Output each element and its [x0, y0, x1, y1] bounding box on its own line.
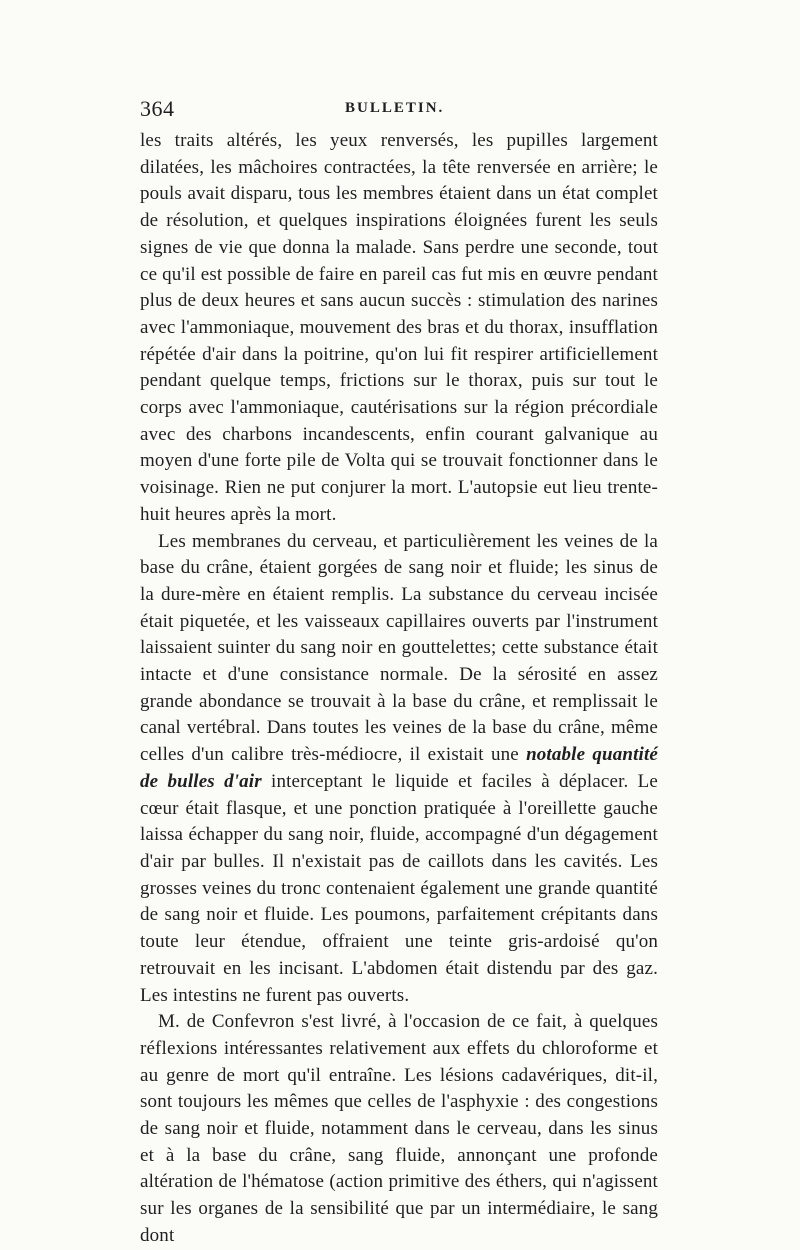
paragraph-2: [140, 529, 658, 1010]
page-header: [140, 96, 660, 126]
page-number: 364: [140, 96, 175, 121]
body-text: [140, 128, 658, 1250]
paragraph-2-part-1: Les membranes du cerveau, et particulièrement les veines de la base du crâne, étaient gorgées de sang noir et fluide; les sinus de la dure-mère en étaient remplis. La substance du cerveau incisée était piquetée, et les vaisseaux capillaires ouverts par l'instrument laissaient suinter du sang noir en gouttelettes; cette substance était intacte et d'une consistance normale. De la sérosité en assez grande abondance se trouvait à la base du crâne, et remplissait le canal vertébral. Dans toutes les veines de la base du crâne, même celles d'un calibre très-médiocre, il existait une: [140, 530, 658, 766]
paragraph-1: les traits altérés, les yeux renversés, les pupilles largement dilatées, les mâchoires contractées, la tête renversée en arrière; le pouls avait disparu, tous les membres étaient dans un état complet de résolution, et quelques inspirations éloignées furent les seuls signes de vie que donna la malade. Sans perdre une seconde, tout ce qu'il est possible de faire en pareil cas fut mis en œuvre pendant plus de deux heures et sans aucun succès : stimulation des narines avec l'ammoniaque, mouvement des bras et du thorax, insufflation répétée d'air dans la poitrine, qu'on lui fit respirer artificiellement pendant quelque temps, frictions sur le thorax, puis sur tout le corps avec l'ammoniaque, cautérisations sur la région précordiale avec des charbons incandescents, enfin courant galvanique au moyen d'une forte pile de Volta qui se trouvait fonctionner dans le voisinage. Rien ne put conjurer la mort. L'autopsie eut lieu trente-huit heures après la mort.: [140, 130, 658, 525]
paragraph-2-part-2: interceptant le liquide et faciles à déplacer. Le cœur était flasque, et une ponction pratiquée à l'oreillette gauche laissa échapper du sang noir, fluide, accompagné d'un dégagement d'air par bulles. Il n'existait pas de caillots dans les cavités. Les grosses veines du tronc contenaient également une grande quantité de sang noir et fluide. Les poumons, parfaitement crépitants dans toute leur étendue, offraient une teinte gris-ardoisé qu'on retrouvait en les incisant. L'abdomen était distendu par des gaz. Les intestins ne furent pas ouverts.: [140, 770, 658, 1006]
paragraph-3: M. de Confevron s'est livré, à l'occasion de ce fait, à quelques réflexions intéressantes relativement aux effets du chloroforme et au genre de mort qu'il entraîne. Les lésions cadavériques, dit-il, sont toujours les mêmes que celles de l'asphyxie : des congestions de sang noir et fluide, notamment dans le cerveau, dans les sinus et à la base du crâne, sang fluide, annonçant une profonde altération de l'hématose (action primitive des éthers, qui n'agissent sur les organes de la sensibilité que par un intermédiaire, le sang dont: [140, 1011, 658, 1246]
emphasized-phrase: notable quantité de bulles d'air: [140, 744, 658, 792]
running-head: BULLETIN.: [345, 100, 445, 116]
